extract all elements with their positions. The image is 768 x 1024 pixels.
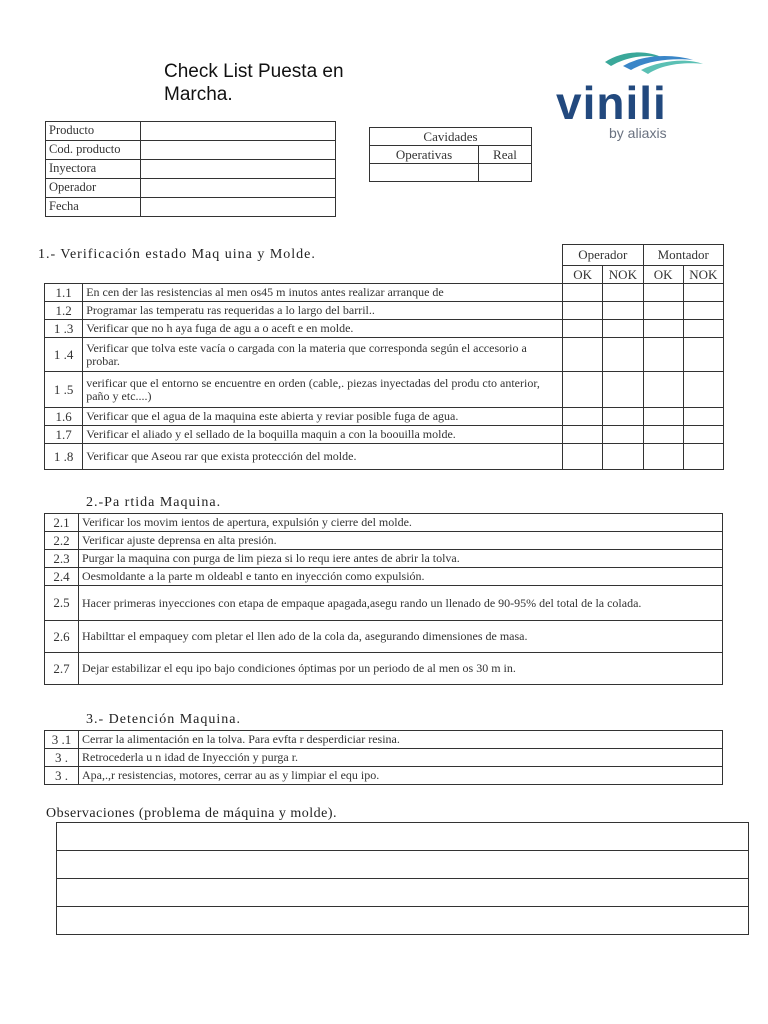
item-text: Oesmoldante a la parte m oldeabl e tanto en inyección como expulsión. bbox=[79, 568, 723, 586]
check-cell[interactable] bbox=[603, 302, 643, 320]
item-number: 1.2 bbox=[45, 302, 83, 320]
item-number: 1 .5 bbox=[45, 372, 83, 408]
check-cell[interactable] bbox=[603, 426, 643, 444]
table-row bbox=[45, 408, 724, 426]
table-row bbox=[45, 302, 724, 320]
check-cell[interactable] bbox=[683, 338, 723, 372]
item-text: Dejar estabilizar el equ ipo bajo condiciones óptimas por un periodo de al men os 30 m in. bbox=[79, 653, 723, 685]
item-text: Programar las temperatu ras requeridas a lo largo del barril.. bbox=[83, 302, 563, 320]
group-montador: Montador bbox=[643, 245, 724, 266]
check-cell[interactable] bbox=[643, 372, 683, 408]
check-cell[interactable] bbox=[563, 320, 603, 338]
item-text: Verificar que tolva este vacía o cargada con la materia que corresponda según el accesorio a probar. bbox=[83, 338, 563, 372]
check-cell[interactable] bbox=[603, 372, 643, 408]
observaciones-title: Observaciones (problema de máquina y molde). bbox=[46, 806, 338, 821]
item-text: Verificar los movim ientos de apertura, expulsión y cierre del molde. bbox=[79, 514, 723, 532]
table-row bbox=[45, 550, 723, 568]
page-title: Check List Puesta en Marcha. bbox=[164, 61, 344, 105]
item-number: 2.7 bbox=[45, 653, 79, 685]
item-number: 1.1 bbox=[45, 284, 83, 302]
table-row bbox=[45, 731, 723, 749]
table-row bbox=[45, 372, 724, 408]
observaciones-line[interactable] bbox=[57, 851, 749, 879]
cavidades-operativas: Operativas bbox=[370, 146, 479, 164]
info-field[interactable] bbox=[141, 141, 336, 160]
item-number: 3 . bbox=[45, 749, 79, 767]
logo-wordmark: vinili bbox=[556, 77, 667, 129]
check-cell[interactable] bbox=[643, 320, 683, 338]
check-cell[interactable] bbox=[563, 284, 603, 302]
table-row bbox=[45, 653, 723, 685]
info-row bbox=[46, 141, 336, 160]
info-row bbox=[46, 179, 336, 198]
table-row bbox=[45, 621, 723, 653]
item-number: 2.1 bbox=[45, 514, 79, 532]
item-number: 1 .3 bbox=[45, 320, 83, 338]
item-number: 1.6 bbox=[45, 408, 83, 426]
item-text: Verificar ajuste deprensa en alta presión. bbox=[79, 532, 723, 550]
item-text: En cen der las resistencias al men os45 m inutos antes realizar arranque de bbox=[83, 284, 563, 302]
info-label: Operador bbox=[46, 179, 141, 198]
table-row bbox=[45, 767, 723, 785]
item-text: Verificar que el agua de la maquina este abierta y reviar posible fuga de agua. bbox=[83, 408, 563, 426]
check-cell[interactable] bbox=[603, 338, 643, 372]
table-row bbox=[45, 749, 723, 767]
cavidades-operativas-field[interactable] bbox=[370, 164, 479, 182]
col-nok: NOK bbox=[603, 266, 643, 284]
section1-title: 1.- Verificación estado Maq uina y Molde. bbox=[38, 247, 316, 262]
check-cell[interactable] bbox=[683, 444, 723, 470]
check-cell[interactable] bbox=[563, 302, 603, 320]
table-row bbox=[45, 532, 723, 550]
item-number: 3 . bbox=[45, 767, 79, 785]
info-field[interactable] bbox=[141, 198, 336, 217]
info-field[interactable] bbox=[141, 160, 336, 179]
cavidades-title: Cavidades bbox=[370, 128, 532, 146]
cavidades-table bbox=[369, 127, 532, 182]
table-row bbox=[45, 320, 724, 338]
col-ok: OK bbox=[563, 266, 603, 284]
item-number: 2.3 bbox=[45, 550, 79, 568]
table-row bbox=[45, 338, 724, 372]
item-number: 3 .1 bbox=[45, 731, 79, 749]
item-text: Hacer primeras inyecciones con etapa de empaque apagada,asegu rando un llenado de 90-95% del total de la colada. bbox=[79, 586, 723, 621]
observaciones-line[interactable] bbox=[57, 879, 749, 907]
check-cell[interactable] bbox=[603, 408, 643, 426]
item-text: verificar que el entorno se encuentre en orden (cable,. piezas inyectadas del produ cto anterior, paño y etc....) bbox=[83, 372, 563, 408]
observaciones-line[interactable] bbox=[57, 823, 749, 851]
check-cell[interactable] bbox=[683, 426, 723, 444]
logo-tagline: by aliaxis bbox=[609, 125, 667, 141]
info-field[interactable] bbox=[141, 122, 336, 141]
item-number: 1 .8 bbox=[45, 444, 83, 470]
item-text: Retrocederla u n idad de Inyección y purga r. bbox=[79, 749, 723, 767]
check-cell[interactable] bbox=[683, 372, 723, 408]
observaciones-line[interactable] bbox=[57, 907, 749, 935]
item-text: Apa,.,r resistencias, motores, cerrar au as y limpiar el equ ipo. bbox=[79, 767, 723, 785]
cavidades-real-field[interactable] bbox=[478, 164, 531, 182]
check-cell[interactable] bbox=[603, 284, 643, 302]
group-operador: Operador bbox=[563, 245, 643, 266]
item-number: 2.5 bbox=[45, 586, 79, 621]
section1-table bbox=[44, 244, 724, 470]
item-text: Purgar la maquina con purga de lim pieza si lo requ iere antes de abrir la tolva. bbox=[79, 550, 723, 568]
section2-title: 2.-Pa rtida Maquina. bbox=[86, 495, 222, 510]
check-cell[interactable] bbox=[643, 444, 683, 470]
info-row bbox=[46, 198, 336, 217]
section3-table bbox=[44, 730, 723, 785]
item-number: 2.6 bbox=[45, 621, 79, 653]
info-table bbox=[45, 121, 336, 217]
check-cell[interactable] bbox=[643, 426, 683, 444]
check-cell[interactable] bbox=[683, 408, 723, 426]
section2-table bbox=[44, 513, 723, 685]
info-label: Producto bbox=[46, 122, 141, 141]
item-number: 1 .4 bbox=[45, 338, 83, 372]
info-label: Inyectora bbox=[46, 160, 141, 179]
item-text: Verificar que Aseou rar que exista protección del molde. bbox=[83, 444, 563, 470]
check-cell[interactable] bbox=[683, 302, 723, 320]
item-text: Verificar el aliado y el sellado de la boquilla maquin a con la boouilla molde. bbox=[83, 426, 563, 444]
item-number: 1.7 bbox=[45, 426, 83, 444]
item-text: Habilttar el empaquey com pletar el llen ado de la cola da, asegurando dimensiones de masa. bbox=[79, 621, 723, 653]
info-label: Fecha bbox=[46, 198, 141, 217]
item-number: 2.4 bbox=[45, 568, 79, 586]
table-row bbox=[45, 426, 724, 444]
check-cell[interactable] bbox=[643, 338, 683, 372]
info-label: Cod. producto bbox=[46, 141, 141, 160]
col-ok: OK bbox=[643, 266, 683, 284]
table-row bbox=[45, 514, 723, 532]
check-cell[interactable] bbox=[563, 408, 603, 426]
observaciones-table bbox=[56, 822, 749, 935]
check-cell[interactable] bbox=[683, 284, 723, 302]
check-cell[interactable] bbox=[563, 338, 603, 372]
check-cell[interactable] bbox=[643, 302, 683, 320]
info-field[interactable] bbox=[141, 179, 336, 198]
item-number: 2.2 bbox=[45, 532, 79, 550]
check-cell[interactable] bbox=[683, 320, 723, 338]
check-cell[interactable] bbox=[643, 284, 683, 302]
check-cell[interactable] bbox=[603, 444, 643, 470]
table-row bbox=[45, 284, 724, 302]
col-nok: NOK bbox=[683, 266, 723, 284]
check-cell[interactable] bbox=[563, 426, 603, 444]
cavidades-real: Real bbox=[478, 146, 531, 164]
check-cell[interactable] bbox=[603, 320, 643, 338]
info-row bbox=[46, 122, 336, 141]
item-text: Verificar que no h aya fuga de agu a o aceft e en molde. bbox=[83, 320, 563, 338]
section3-title: 3.- Detención Maquina. bbox=[86, 712, 241, 727]
check-cell[interactable] bbox=[643, 408, 683, 426]
table-row bbox=[45, 586, 723, 621]
table-row bbox=[45, 444, 724, 470]
info-row bbox=[46, 160, 336, 179]
check-cell[interactable] bbox=[563, 372, 603, 408]
table-row bbox=[45, 568, 723, 586]
check-cell[interactable] bbox=[563, 444, 603, 470]
item-text: Cerrar la alimentación en la tolva. Para evfta r desperdiciar resina. bbox=[79, 731, 723, 749]
